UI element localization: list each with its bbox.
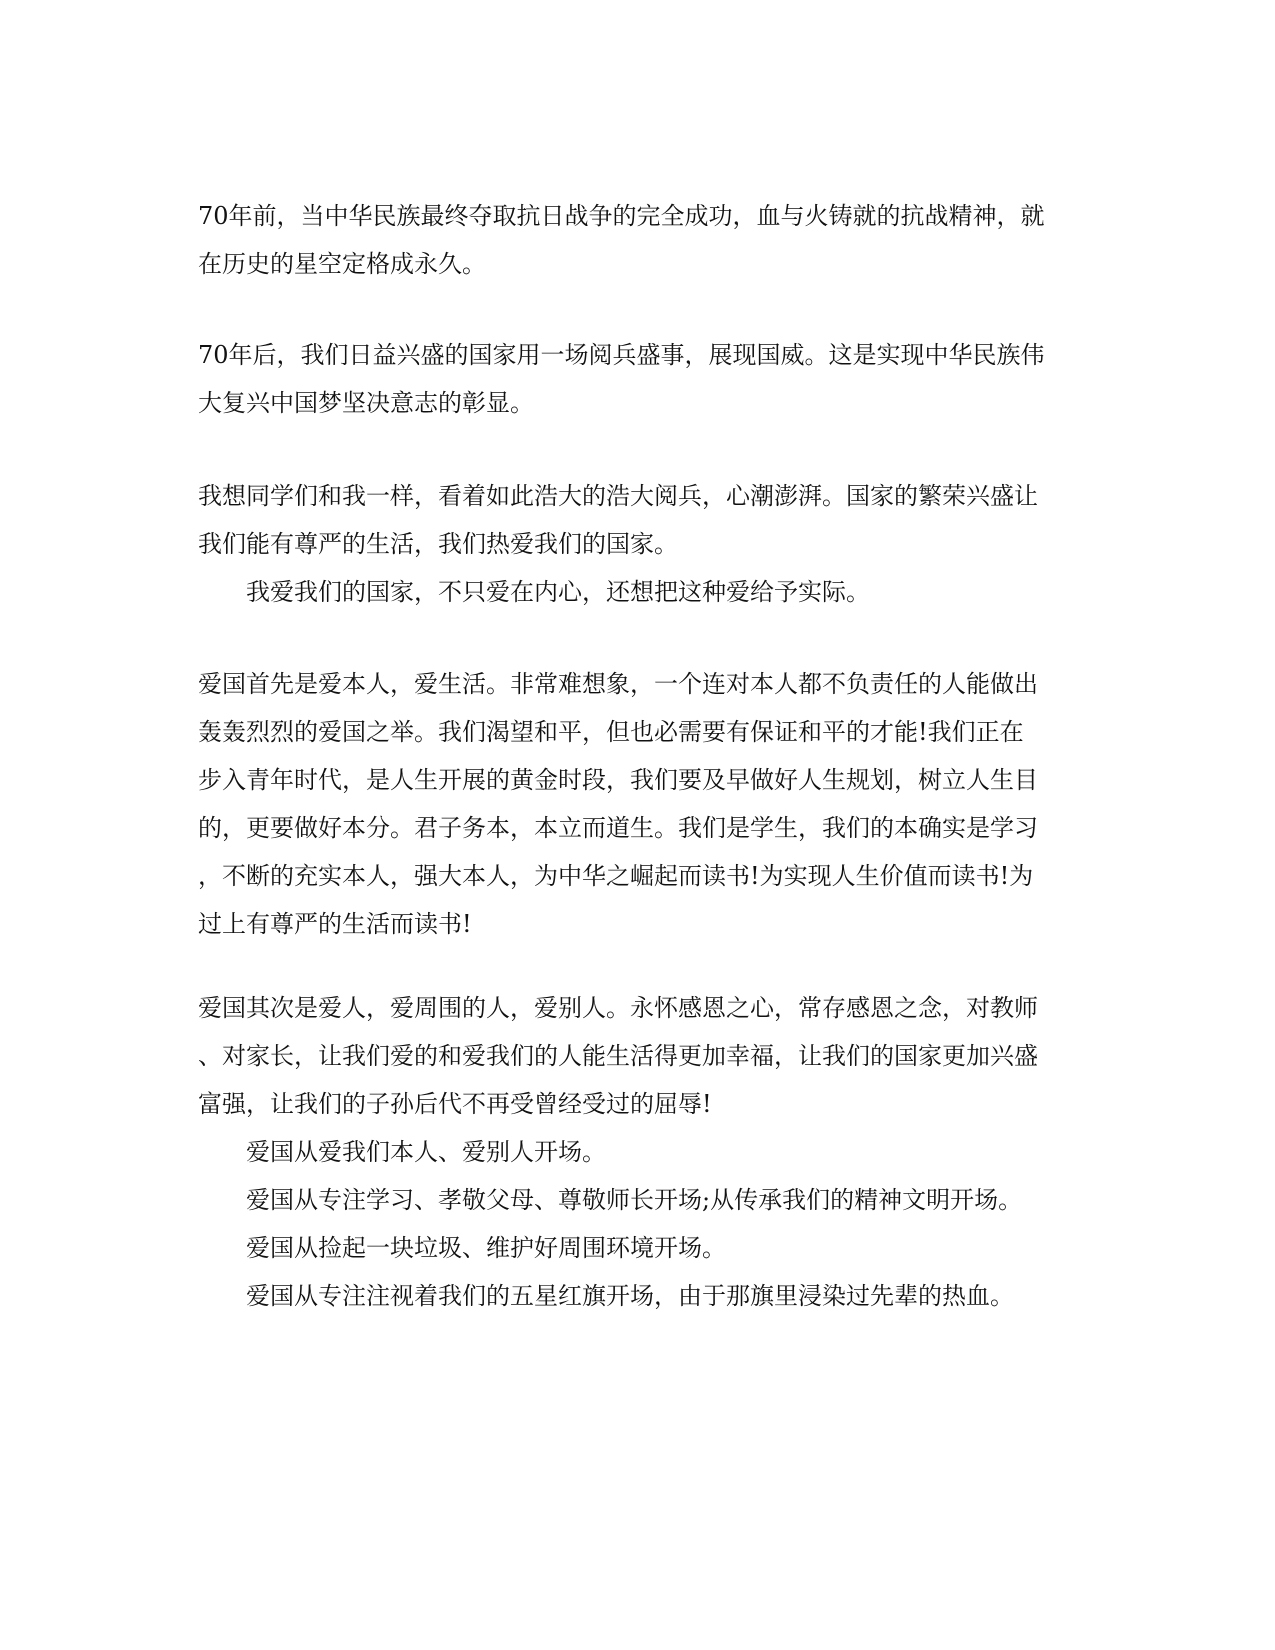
text-line: 在历史的星空定格成永久。 bbox=[198, 250, 486, 278]
text-line: 步入青年时代，是人生开展的黄金时段，我们要及早做好人生规划，树立人生目 bbox=[198, 766, 1038, 794]
text-line: 的，更要做好本分。君子务本，本立而道生。我们是学生，我们的本确实是学习 bbox=[198, 814, 1038, 842]
paragraph-2 bbox=[198, 331, 1078, 427]
text-line-indented: 爱国从专注注视着我们的五星红旗开场，由于那旗里浸染过先辈的热血。 bbox=[246, 1282, 1014, 1310]
text-line: 大复兴中国梦坚决意志的彰显。 bbox=[198, 389, 534, 417]
text-line: 过上有尊严的生活而读书! bbox=[198, 910, 472, 938]
text-line: 富强，让我们的子孙后代不再受曾经受过的屈辱! bbox=[198, 1090, 712, 1118]
text-line-indented: 我爱我们的国家，不只爱在内心，还想把这种爱给予实际。 bbox=[246, 578, 870, 606]
paragraph-5 bbox=[198, 984, 1078, 1320]
text-line: 70年后，我们日益兴盛的国家用一场阅兵盛事，展现国威。这是实现中华民族伟 bbox=[198, 341, 1045, 369]
text-line: 70年前，当中华民族最终夺取抗日战争的完全成功，血与火铸就的抗战精神，就 bbox=[198, 202, 1045, 230]
text-line: 轰轰烈烈的爱国之举。我们渴望和平，但也必需要有保证和平的才能!我们正在 bbox=[198, 718, 1024, 746]
text-line: 、对家长，让我们爱的和爱我们的人能生活得更加幸福，让我们的国家更加兴盛 bbox=[198, 1042, 1038, 1070]
text-line-indented: 爱国从专注学习、孝敬父母、尊敬师长开场;从传承我们的精神文明开场。 bbox=[246, 1186, 1023, 1214]
text-line: 我们能有尊严的生活，我们热爱我们的国家。 bbox=[198, 530, 678, 558]
text-line: 爱国首先是爱本人，爱生活。非常难想象，一个连对本人都不负责任的人能做出 bbox=[198, 670, 1038, 698]
text-line-indented: 爱国从捡起一块垃圾、维护好周围环境开场。 bbox=[246, 1234, 726, 1262]
text-line: 我想同学们和我一样，看着如此浩大的浩大阅兵，心潮澎湃。国家的繁荣兴盛让 bbox=[198, 482, 1038, 510]
text-line: 爱国其次是爱人，爱周围的人，爱别人。永怀感恩之心，常存感恩之念，对教师 bbox=[198, 994, 1038, 1022]
text-line: ，不断的充实本人，强大本人，为中华之崛起而读书!为实现人生价值而读书!为 bbox=[198, 862, 1034, 890]
paragraph-1 bbox=[198, 192, 1078, 288]
paragraph-3 bbox=[198, 472, 1078, 616]
text-line-indented: 爱国从爱我们本人、爱别人开场。 bbox=[246, 1138, 606, 1166]
paragraph-4 bbox=[198, 660, 1078, 948]
